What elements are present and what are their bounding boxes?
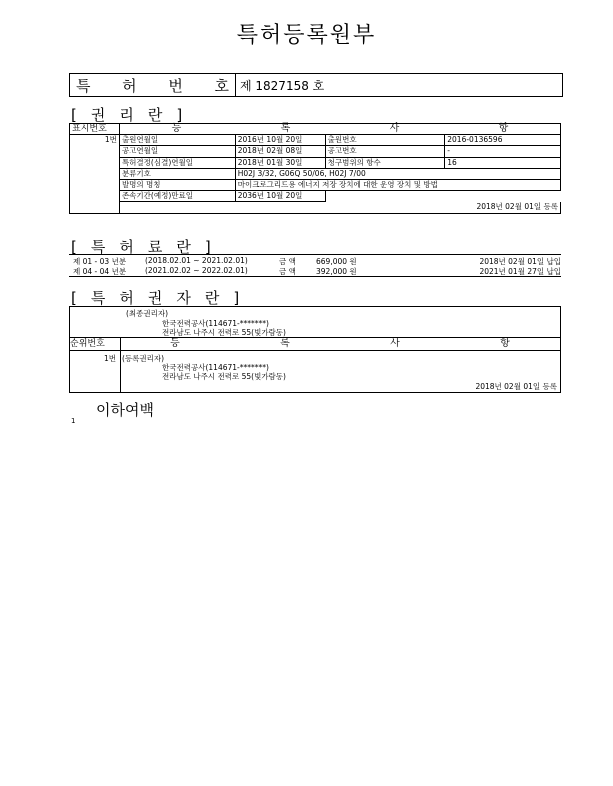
holders-reg-date: 2018년 02월 01일 등록 <box>475 382 557 391</box>
field-key: 출원연월일 <box>119 135 235 146</box>
field-value: 2036년 10월 20일 <box>235 191 325 202</box>
rights-section-title: [ 권 리 란 ] <box>71 106 183 124</box>
final-holder-label: (최종권리자) <box>126 309 169 318</box>
holders-section-title: [ 특 허 권 자 란 ] <box>71 289 240 307</box>
reg-holder-label: (등록권리자) <box>122 354 165 363</box>
end-of-document-text: 이하여백 <box>96 401 154 419</box>
rights-header: 등 록 사 항 <box>119 124 560 135</box>
rights-table <box>69 123 561 214</box>
holders-header: 등 록 사 항 <box>170 338 510 349</box>
holders-col-label: 순위번호 <box>70 338 121 350</box>
fees-top-rule <box>69 254 561 255</box>
field-key: 존속기간(예정)만료일 <box>119 191 235 202</box>
field-key: 분류기호 <box>119 168 235 179</box>
field-value: 2018년 02월 08일 <box>235 146 325 157</box>
holders-header-row <box>69 338 561 351</box>
patent-number-label: 특 허 번 호 <box>70 74 236 96</box>
patent-number-box <box>69 73 563 97</box>
document-title: 특허등록원부 <box>236 23 377 48</box>
fees-bottom-rule <box>69 276 561 277</box>
rights-row-number: 1번 <box>70 135 120 213</box>
field-value: - <box>445 146 561 157</box>
field-key: 특허결정(심결)연월일 <box>119 157 235 168</box>
patent-number-value: 제 1827158 호 <box>240 78 325 93</box>
field-key: 청구범위의 항수 <box>325 157 445 168</box>
final-holder-box <box>69 306 561 338</box>
field-value: 16 <box>445 157 561 168</box>
fees-section-title: [ 특 허 료 란 ] <box>71 238 211 256</box>
field-key: 출원번호 <box>325 135 445 146</box>
reg-holder-name: 한국전력공사(114671-*******) <box>162 363 269 372</box>
rights-col-label: 표시번호 <box>70 124 120 135</box>
field-value: H02J 3/32, G06Q 50/06, H02J 7/00 <box>235 168 560 179</box>
field-key: 발명의 명칭 <box>119 179 235 190</box>
page-number: 1 <box>71 417 76 425</box>
fee-row: 제 01 - 03 년분 (2018.02.01 ~ 2021.02.01) 금 액 669,000 원 2018년 02월 01일 납입 <box>73 256 561 266</box>
reg-holder-address: 전라남도 나주시 전력로 55(빛가람동) <box>162 372 286 381</box>
field-value: 2018년 01월 30일 <box>235 157 325 168</box>
final-holder-address: 전라남도 나주시 전력로 55(빛가람동) <box>162 328 286 337</box>
holder-row-number: 1번 <box>104 354 117 363</box>
field-value: 2016년 10월 20일 <box>235 135 325 146</box>
final-holder-name: 한국전력공사(114671-*******) <box>162 319 269 328</box>
field-key: 공고번호 <box>325 146 445 157</box>
holders-entry <box>69 351 561 393</box>
field-value: 2016-0136596 <box>445 135 561 146</box>
field-key: 공고연월일 <box>119 146 235 157</box>
fee-row: 제 04 - 04 년분 (2021.02.02 ~ 2022.02.01) 금 액 392,000 원 2021년 01월 27일 납입 <box>73 266 561 276</box>
rights-reg-date: 2018년 02월 01일 등록 <box>119 202 560 213</box>
field-value: 마이크로그리드용 에너지 저장 장치에 대한 운영 장치 및 방법 <box>235 179 560 190</box>
